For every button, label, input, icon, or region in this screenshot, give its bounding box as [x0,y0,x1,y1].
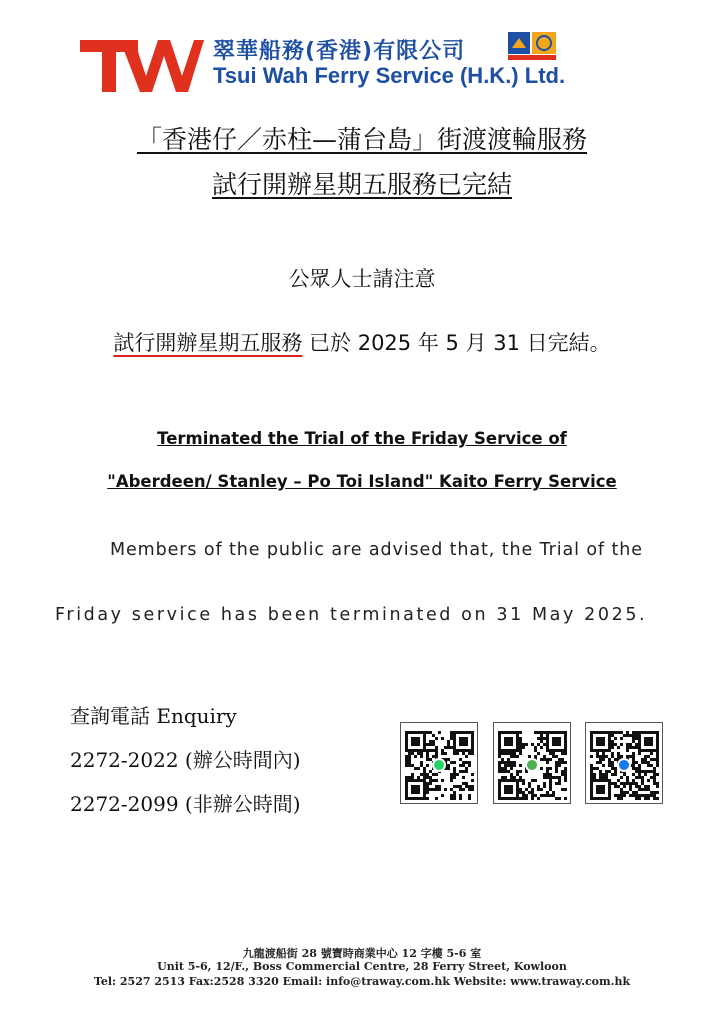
award-badge-icon [508,32,556,60]
notice-heading-en-2: "Aberdeen/ Stanley – Po Toi Island" Kaito Ferry Service [107,472,617,491]
wechat-icon [527,760,537,770]
notice-heading-en-1: Terminated the Trial of the Friday Service of [157,429,567,448]
whatsapp-qr-code[interactable] [400,722,478,804]
enquiry-phone-after-hours: 2272-2099 (非辦公時間) [70,792,301,816]
enquiry-label: 查詢電話 Enquiry [70,704,237,728]
whatsapp-icon [434,760,444,770]
footer-contact: Tel: 2527 2513 Fax:2528 3320 Email: info@traway.com.hk Website: www.traway.com.hk [93,975,631,988]
footer-address-en: Unit 5-6, 12/F., Boss Commercial Centre, 28 Ferry Street, Kowloon [157,960,567,973]
notice-heading-cn: 公眾人士請注意 [288,267,436,291]
title-line-1: 「香港仔／赤柱—蒲台島」街渡渡輪服務 [136,125,587,154]
notice-completion-text: 已於 2025 年 5 月 31 日完結。 [302,331,611,355]
notice-body-en-2: Friday service has been terminated on 31 May 2025. [55,605,648,625]
company-name-cn: 翠華船務(香港)有限公司 [213,39,466,64]
company-logo [80,40,204,92]
facebook-icon [619,760,629,770]
notice-underlined-text: 試行開辦星期五服務 [113,331,303,355]
company-name-en: Tsui Wah Ferry Service (H.K.) Ltd. [213,63,566,88]
enquiry-phone-office: 2272-2022 (辦公時間內) [70,748,301,772]
notice-body-en-1: Members of the public are advised that, the Trial of the [110,540,643,560]
title-line-2: 試行開辦星期五服務已完結 [211,170,512,199]
facebook-qr-code[interactable] [585,722,663,804]
footer-address-cn: 九龍渡船街 28 號寶時商業中心 12 字樓 5-6 室 [242,947,482,960]
notice-date-line-cn [0,327,724,357]
wechat-qr-code[interactable] [493,722,571,804]
